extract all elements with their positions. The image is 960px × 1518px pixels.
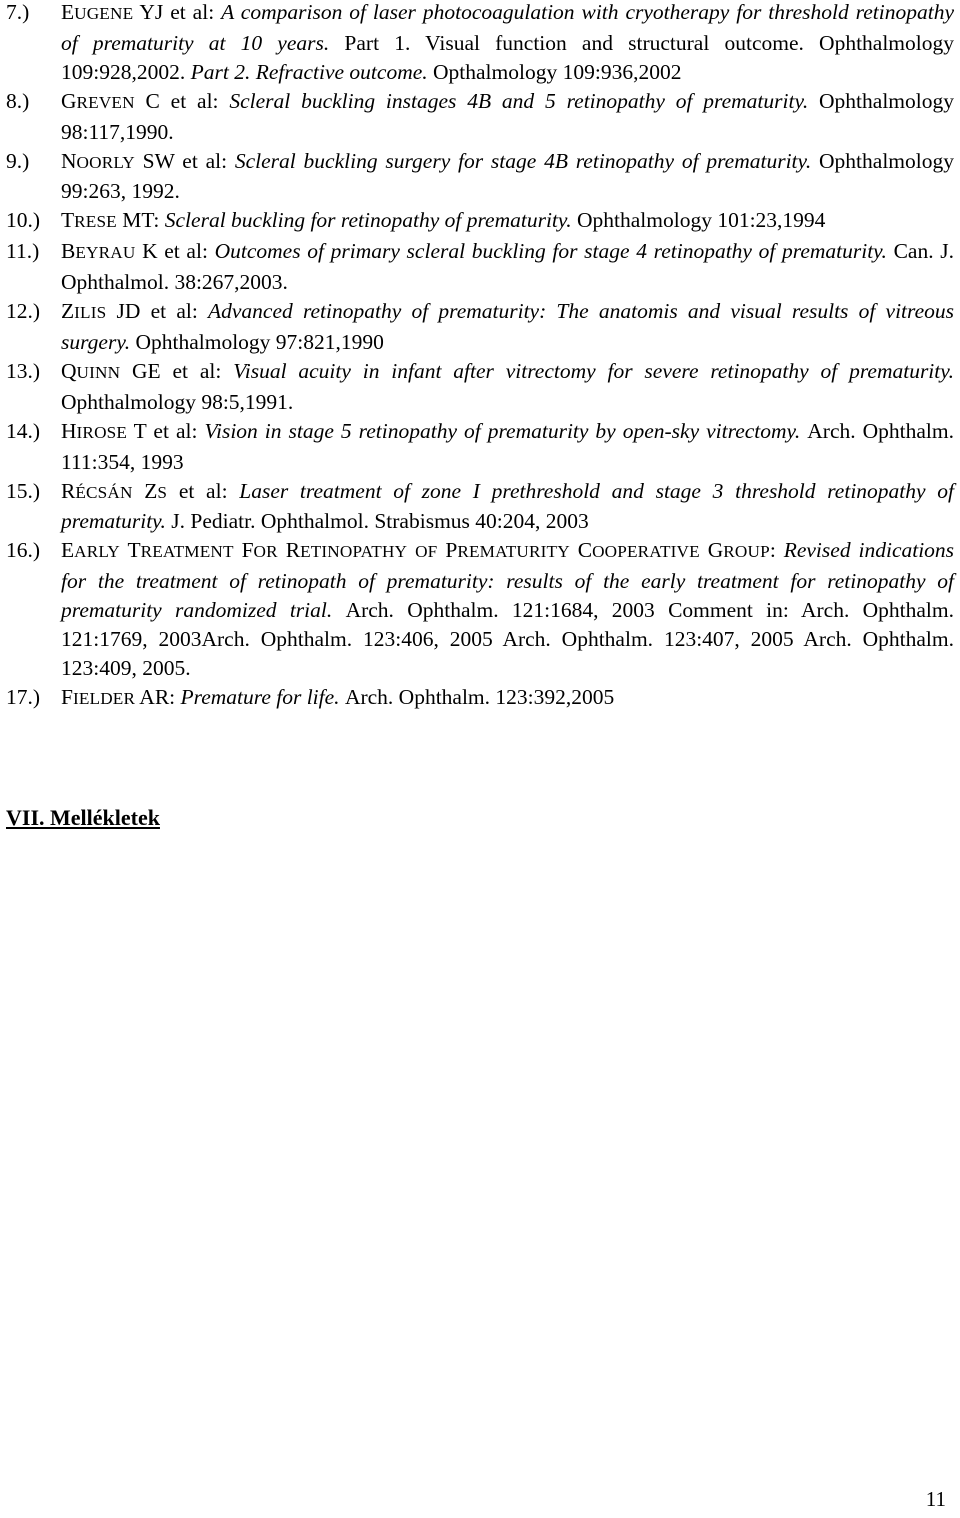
reference-number: 13.): [6, 358, 41, 383]
reference-author: FIELDER AR:: [61, 684, 181, 709]
group-author-word: EARLY: [61, 538, 120, 563]
reference-item: [6, 0, 954, 87]
reference-number: 9.): [6, 148, 30, 173]
reference-title-part2: Part 2. Refractive outcome.: [190, 59, 434, 84]
reference-list: [6, 0, 954, 714]
reference-author: EUGENE YJ et al:: [61, 0, 222, 24]
reference-item: [6, 147, 954, 207]
group-author-word: GROUP: [707, 538, 770, 563]
reference-number: 12.): [6, 299, 41, 324]
reference-source: Arch. Ophthalm. 123:392,2005: [344, 684, 615, 709]
reference-number: 8.): [6, 88, 30, 113]
reference-number: 11.): [6, 239, 40, 264]
reference-author: BEYRAU K et al:: [61, 239, 215, 264]
group-author-word: PREMATURITY: [445, 538, 570, 563]
reference-source: Part 1. Visual function and structural outcome. Ophthalmology 109:928,2002.: [61, 30, 955, 84]
reference-title: A comparison of laser photocoagulation with cryotherapy for threshold retinopathy of prematurity at 10 years.: [61, 0, 954, 55]
group-author-word: TREATMENT: [127, 538, 234, 563]
reference-author: QUINN GE et al:: [61, 358, 234, 383]
reference-item: [6, 237, 954, 297]
reference-title: Laser treatment of zone I prethreshold and stage 3 threshold retinopathy of prematurity.: [61, 478, 954, 534]
reference-number: 7.): [6, 0, 30, 24]
page-number: 11: [925, 1487, 946, 1511]
group-author-word: RETINOPATHY: [285, 538, 408, 563]
reference-number: 17.): [6, 684, 41, 709]
reference-source-part2: Opthalmology 109:936,2002: [433, 59, 682, 84]
reference-author: GREVEN C et al:: [61, 88, 230, 113]
reference-title: Premature for life.: [180, 684, 345, 709]
reference-source: Ophthalmology 98:5,1991.: [61, 389, 294, 414]
reference-source: Arch. Ophthalm. 121:1684, 2003 Comment in: Arch. Ophthalm. 121:1769, 2003Arch. Ophthalm. 123:406, 2005 Arch. Ophthalm. 123:407, 2005 Arch. Ophthalm. 123:409, 2005.: [61, 598, 954, 680]
section-heading: VII. Mellékletek: [6, 805, 160, 830]
group-author-word: FOR: [241, 538, 278, 563]
reference-source: Ophthalmology 99:263, 1992.: [61, 148, 954, 204]
reference-number: 10.): [6, 208, 41, 233]
reference-author: RÉCSÁN ZS et al:: [61, 478, 240, 503]
group-author-word: OF: [415, 542, 438, 562]
reference-source: Arch. Ophthalm. 111:354, 1993: [61, 418, 954, 474]
reference-title: Scleral buckling surgery for stage 4B retinopathy of prematurity.: [234, 148, 820, 173]
reference-item: [6, 87, 954, 147]
reference-title: Scleral buckling for retinopathy of prematurity.: [164, 208, 577, 233]
group-author-word: COOPERATIVE: [577, 538, 700, 563]
reference-author: HIROSE T et al:: [61, 418, 205, 443]
reference-title: Vision in stage 5 retinopathy of prematurity by open-sky vitrectomy.: [204, 418, 808, 443]
reference-author: NOORLY SW et al:: [61, 148, 235, 173]
reference-author: ZILIS JD et al:: [61, 299, 208, 324]
reference-item: [6, 206, 954, 237]
reference-item: [6, 683, 954, 714]
reference-number: 15.): [6, 478, 41, 503]
reference-title: Outcomes of primary scleral buckling for stage 4 retinopathy of prematurity.: [214, 239, 894, 264]
reference-item: [6, 536, 954, 683]
reference-title: Visual acuity in infant after vitrectomy for severe retinopathy of prematurity.: [233, 358, 954, 383]
reference-source: Ophthalmology 98:117,1990.: [61, 88, 954, 144]
reference-source: Can. J. Ophthalmol. 38:267,2003.: [61, 239, 954, 295]
reference-number: 16.): [6, 538, 41, 563]
reference-title: Advanced retinopathy of prematurity: The anatomis and visual results of vitreous surgery.: [61, 299, 954, 354]
reference-title: Scleral buckling instages 4B and 5 retinopathy of prematurity.: [229, 88, 820, 113]
reference-source: J. Pediatr. Ophthalmol. Strabismus 40:204, 2003: [171, 509, 589, 534]
reference-item: [6, 417, 954, 477]
reference-item: [6, 357, 954, 417]
reference-author: EARLY TREATMENT FOR RETINOPATHY OF PREMATURITY COOPERATIVE GROUP:: [61, 538, 784, 563]
reference-source: Ophthalmology 101:23,1994: [577, 208, 826, 233]
reference-item: [6, 477, 954, 537]
reference-author: TRESE MT:: [61, 208, 165, 233]
reference-source: Ophthalmology 97:821,1990: [135, 329, 384, 354]
reference-title: Revised indications for the treatment of retinopath of prematurity: results of the early treatment for retinopathy of prematurity randomized trial.: [61, 538, 955, 623]
reference-item: [6, 297, 954, 357]
group-author-name: [61, 538, 770, 562]
reference-number: 14.): [6, 418, 41, 443]
